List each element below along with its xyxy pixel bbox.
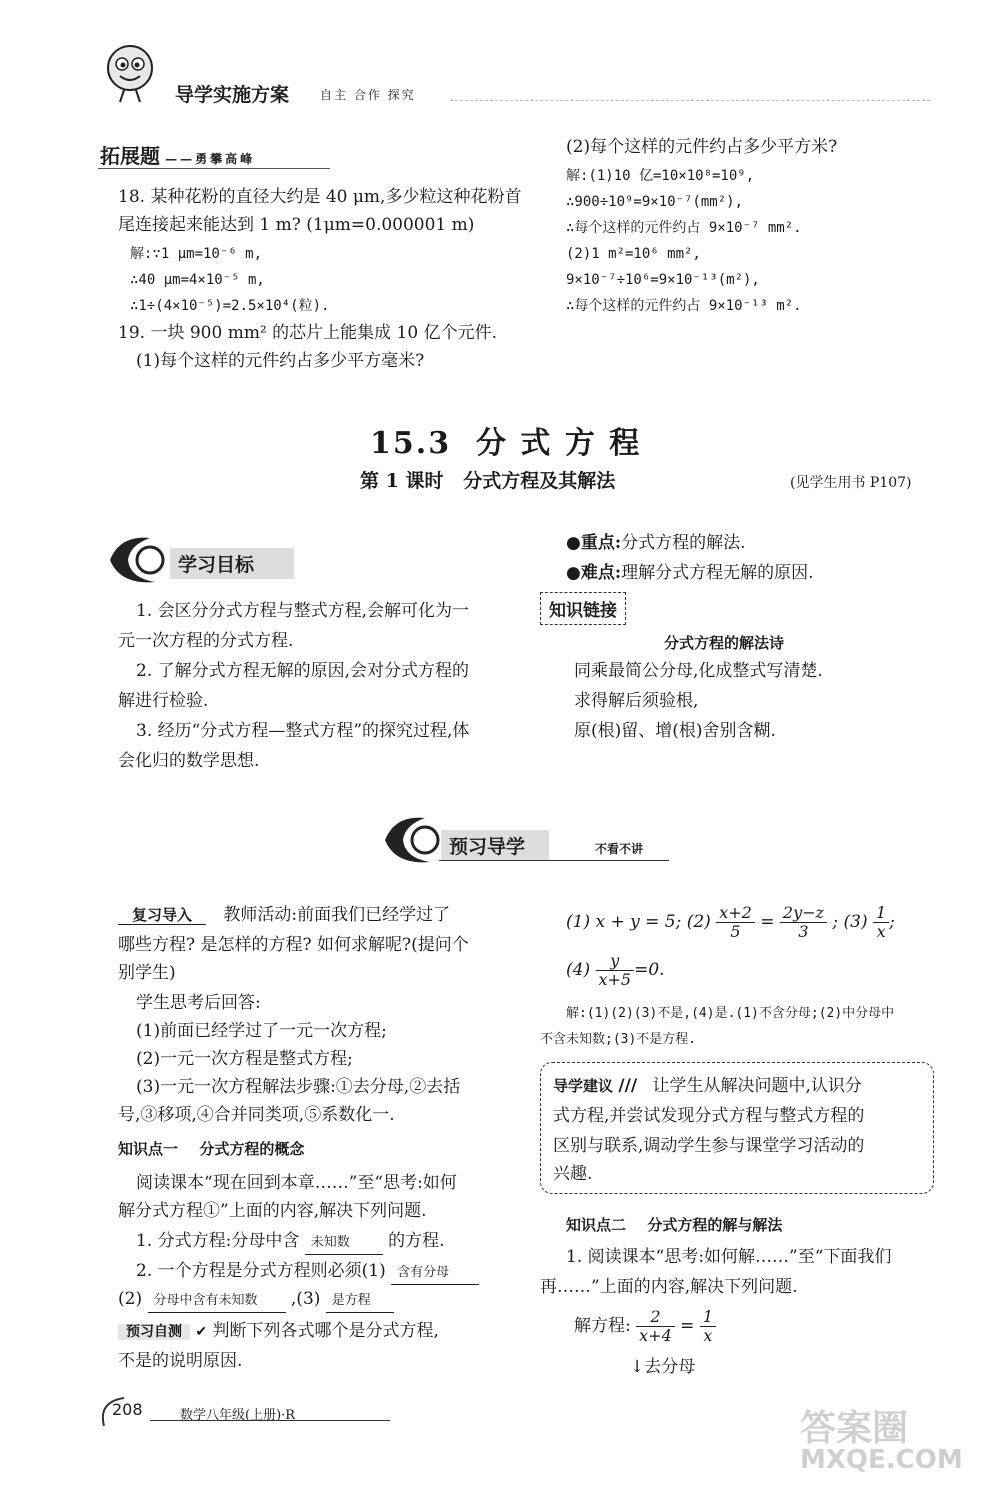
ext-right-line: (2)每个这样的元件约占多少平方米? (566, 137, 838, 157)
poem-title: 分式方程的解法诗 (664, 634, 785, 652)
goal-line: 2. 了解分式方程无解的原因,会对分式方程的 (136, 661, 470, 681)
footer-rule (150, 1420, 390, 1421)
q2-answer-1: 含有分母 (391, 1262, 479, 1285)
goal-line: 元一次方程的分式方程. (118, 631, 294, 651)
difficult-point (566, 562, 814, 584)
fraction (780, 904, 827, 941)
key-point-label: ●重点: (566, 533, 622, 553)
header-rule (450, 100, 930, 101)
fraction-numerator: x+2 (716, 904, 755, 923)
question-1 (136, 1230, 445, 1255)
review-line: (1)前面已经学过了一元一次方程; (136, 1021, 387, 1041)
ext-line: 解:∵1 μm=10⁻⁶ m, (130, 246, 263, 262)
kp2-line: 再……”上面的内容,解决下列问题. (540, 1277, 798, 1297)
review-line: 哪些方程? 是怎样的方程? 如何求解呢?(提问个 (118, 935, 469, 955)
lesson-title: 第 1 课时 分式方程及其解法 (360, 470, 616, 492)
goals-banner-label: 学习目标 (170, 548, 294, 579)
fraction (636, 1308, 675, 1345)
ext-line: 18. 某种花粉的直径大约是 40 μm,多少粒这种花粉首 (118, 187, 522, 207)
advice-line: 区别与联系,调动学生参与课堂学习活动的 (553, 1136, 865, 1156)
answer-line: 不含未知数;(3)不是方程. (540, 1032, 697, 1047)
ext-line: ∴1÷(4×10⁻⁵)=2.5×10⁴(粒). (130, 298, 330, 314)
goal-line: 1. 会区分分式方程与整式方程,会解可化为一 (136, 601, 470, 621)
fraction-numerator: y (596, 952, 635, 971)
fraction-numerator: 1 (700, 1308, 716, 1327)
solve-step: ↓去分母 (630, 1357, 696, 1377)
preview-banner-label: 预习导学 (441, 830, 549, 861)
review-intro (118, 904, 450, 926)
self-test-line: 不是的说明原因. (118, 1351, 243, 1371)
ext-line: 19. 一块 900 mm² 的芯片上能集成 10 亿个元件. (118, 323, 497, 343)
review-label: 复习导入 (118, 906, 206, 925)
ext-line: 尾连接起来能达到 1 m? (1μm=0.000001 m) (118, 215, 475, 235)
kp2-label: 知识点二 (566, 1216, 627, 1234)
fraction (716, 904, 755, 941)
review-line: (2)一元一次方程是整式方程; (136, 1049, 353, 1069)
solve-label: 解方程: (574, 1316, 631, 1336)
ext-right-line: (2)1 m²=10⁶ mm², (566, 246, 701, 262)
fraction-denominator: 5 (730, 922, 741, 941)
extension-slogan: ——勇攀高峰 (165, 152, 256, 166)
eq-text: ; (3) (832, 912, 868, 932)
watermark-logo (800, 1400, 970, 1480)
q1-end: 的方程. (388, 1231, 445, 1251)
q1-answer: 未知数 (305, 1232, 383, 1255)
fraction-numerator: 1 (873, 904, 889, 923)
fraction-denominator: 3 (798, 922, 809, 941)
ext-line: (1)每个这样的元件约占多少平方毫米? (136, 351, 425, 371)
advice-text: 让学生从解决问题中,认识分 (652, 1076, 862, 1096)
review-line: 别学生) (118, 963, 176, 983)
advice-box (540, 1062, 934, 1194)
header-subtitle: 自主 合作 探究 (320, 88, 416, 102)
advice-slashes: /// (618, 1076, 638, 1096)
poem-line: 同乘最简公分母,化成整式写清楚. (574, 661, 823, 681)
goal-line: 解进行检验. (118, 691, 209, 711)
advice-label: 导学建议 (553, 1077, 614, 1095)
book-reference: (见学生用书 P107) (790, 475, 912, 491)
page-number: 208 (112, 1400, 143, 1419)
goals-banner (100, 530, 310, 588)
fraction-denominator: x (876, 922, 886, 941)
solve-equation (574, 1306, 716, 1346)
extension-tag (100, 140, 255, 169)
header-title: 导学实施方案 (175, 84, 290, 106)
kp1-line: 解分式方程①”上面的内容,解决下列问题. (118, 1201, 427, 1221)
ext-right-line: 9×10⁻⁷÷10⁶=9×10⁻¹³(m²), (566, 272, 760, 288)
knowledge-point-1 (118, 1138, 304, 1160)
kp1-line: 阅读课本“现在回到本章……”至“思考:如何 (136, 1173, 457, 1193)
q2-answer-3: 是方程 (326, 1290, 394, 1313)
eq-semicolon: ; (889, 912, 895, 932)
watermark-url: MXQE.COM (800, 1445, 963, 1475)
ext-right-line: ∴每个这样的元件约占 9×10⁻¹³ m². (566, 298, 802, 314)
advice-line: 式方程,并尝试发现分式方程与整式方程的 (553, 1106, 865, 1126)
poem-line: 原(根)留、增(根)舍别含糊. (574, 721, 776, 741)
check-icon: ✔ (195, 1324, 208, 1340)
q2-p2: (2) (118, 1289, 143, 1309)
watermark-text: 答案圈 (800, 1408, 909, 1449)
eq-text: =0. (634, 960, 665, 980)
key-point (566, 532, 746, 554)
extension-tag-rule (98, 168, 330, 169)
review-line: (3)一元一次方程解法步骤:①去分母,②去括 (136, 1077, 461, 1097)
eq-equals: = (680, 1316, 695, 1336)
review-line: 学生思考后回答: (136, 993, 261, 1013)
fraction-denominator: x+4 (639, 1326, 672, 1345)
section-title: 15.3 分 式 方 程 (370, 426, 642, 461)
fraction (596, 952, 635, 989)
kp2-line: 1. 阅读课本“思考:如何解……”至“下面我们 (566, 1247, 892, 1267)
eq-text: (4) (566, 960, 591, 980)
advice-line: 兴趣. (553, 1164, 593, 1184)
kp1-title: 分式方程的概念 (199, 1140, 305, 1158)
ext-right-line: 解:(1)10 亿=10×10⁸=10⁹, (566, 168, 755, 184)
fraction (700, 1308, 716, 1345)
poem-line: 求得解后须验根, (574, 691, 699, 711)
preview-banner-rule (439, 860, 669, 861)
question-2-cont (118, 1288, 394, 1313)
self-test-label: 预习自测 (118, 1324, 190, 1340)
mascot-logo (100, 42, 160, 106)
q2-answer-2: 分母中含有未知数 (148, 1290, 286, 1313)
kp2-title: 分式方程的解与解法 (647, 1216, 783, 1234)
extension-label: 拓展题 (100, 144, 160, 168)
equation-row-2 (566, 950, 665, 990)
kp1-label: 知识点一 (118, 1140, 179, 1158)
self-test-text: 判断下列各式哪个是分式方程, (212, 1321, 439, 1341)
key-point-text: 分式方程的解法. (621, 533, 746, 553)
q1-text: 1. 分式方程:分母中含 (136, 1231, 300, 1251)
difficult-point-text: 理解分式方程无解的原因. (621, 563, 814, 583)
equation-row-1 (566, 902, 895, 942)
question-2 (136, 1260, 479, 1285)
ext-right-line: ∴900÷10⁹=9×10⁻⁷(mm²), (566, 194, 744, 210)
goal-line: 会化归的数学思想. (118, 751, 260, 771)
fraction (873, 904, 889, 941)
fraction-numerator: 2y−z (780, 904, 827, 923)
knowledge-link-tag: 知识链接 (540, 592, 626, 625)
answer-line: 解:(1)(2)(3)不是,(4)是.(1)不含分母;(2)中分母中 (566, 1006, 895, 1021)
preview-banner (375, 810, 675, 870)
fraction-numerator: 2 (636, 1308, 675, 1327)
knowledge-point-2 (566, 1214, 782, 1236)
eq-equals: = (760, 912, 775, 932)
q2-text: 2. 一个方程是分式方程则必须(1) (136, 1261, 386, 1281)
footer-book: 数学八年级(上册)·R (180, 1408, 296, 1423)
self-test (118, 1320, 439, 1343)
preview-banner-note: 不看不讲 (595, 842, 644, 856)
fraction-denominator: x+5 (598, 970, 632, 989)
goal-line: 3. 经历“分式方程—整式方程”的探究过程,体 (136, 721, 470, 741)
q2-p3: ,(3) (290, 1289, 321, 1309)
review-line: 号,③移项,④合并同类项,⑤系数化一. (118, 1105, 395, 1125)
advice-line (553, 1075, 862, 1097)
ext-line: ∴40 μm=4×10⁻⁵ m, (130, 272, 265, 288)
fraction-denominator: x (703, 1326, 713, 1345)
review-text: 教师活动:前面我们已经学过了 (223, 905, 451, 925)
ext-right-line: ∴每个这样的元件约占 9×10⁻⁷ mm². (566, 220, 802, 236)
difficult-point-label: ●难点: (566, 563, 622, 583)
eq-text: (1) x + y = 5; (2) (566, 912, 711, 932)
